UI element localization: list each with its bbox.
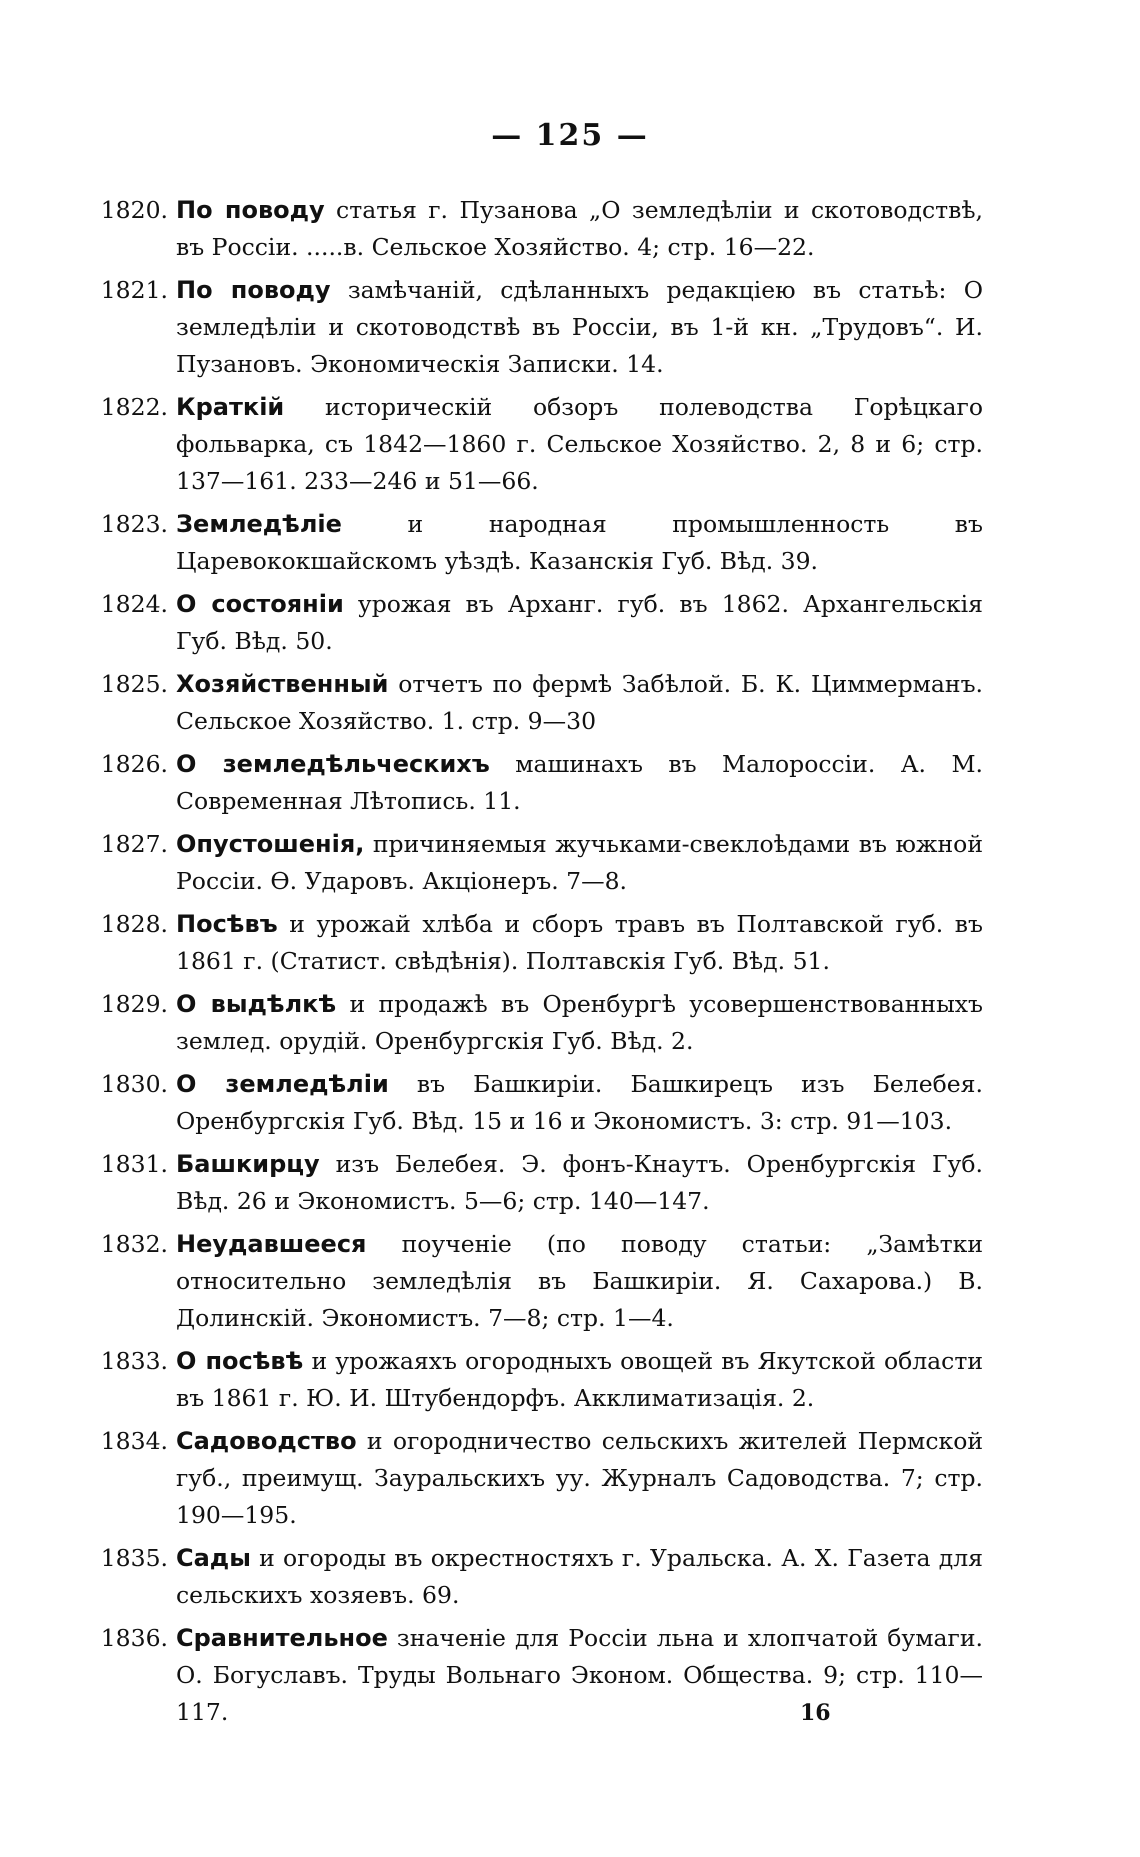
entry-number: 1832. (100, 1230, 168, 1258)
list-item (78, 1343, 983, 1417)
entry-text (176, 506, 983, 580)
list-item (78, 586, 983, 660)
list-item (78, 272, 983, 383)
entry-text (176, 906, 983, 980)
entry-body: и урожай хлѣба и сборъ травъ въ Полтавской губ. въ 1861 г. (Статист. свѣдѣнія). Полтавскія Губ. Вѣд. 51. (176, 910, 983, 975)
entry-heading: Неудавшееся (176, 1230, 367, 1258)
entry-text (176, 586, 983, 660)
entry-text (176, 1066, 983, 1140)
entry-number: 1820. (100, 196, 168, 224)
entry-heading: По поводу (176, 276, 331, 304)
entry-number: 1827. (100, 830, 168, 858)
entry-text (176, 826, 983, 900)
entry-body: и продажѣ въ Оренбургѣ усовершенствованныхъ землед. орудій. Оренбургскія Губ. Вѣд. 2. (176, 990, 983, 1055)
entry-text (176, 1226, 983, 1337)
entry-number: 1822. (100, 393, 168, 421)
entry-body: причиняемыя жучьками-свеклоѣдами въ южной Россіи. Ѳ. Ударовъ. Акціонеръ. 7—8. (176, 830, 983, 895)
entry-heading: Садоводство (176, 1427, 357, 1455)
list-item (78, 1066, 983, 1140)
entry-body: и народная промышленность въ Царевококшайскомъ уѣздѣ. Казанскія Губ. Вѣд. 39. (176, 510, 983, 575)
entry-heading: О состояніи (176, 590, 344, 618)
entry-number: 1833. (100, 1347, 168, 1375)
list-item (78, 1146, 983, 1220)
entry-number: 1824. (100, 590, 168, 618)
page-number: — 125 — (491, 118, 649, 153)
entry-body: въ Башкиріи. Башкирецъ изъ Белебея. Оренбургскія Губ. Вѣд. 15 и 16 и Экономистъ. 3: стр. 91—103. (176, 1070, 983, 1135)
entry-number: 1825. (100, 670, 168, 698)
bibliography-list (78, 192, 983, 1737)
entry-body: замѣчаній, сдѣланныхъ редакціею въ статьѣ: О земледѣліи и скотоводствѣ въ Россіи, въ 1-й кн. „Трудовъ“. И. Пузановъ. Экономическія Записки. 14. (176, 276, 983, 378)
list-item (78, 1226, 983, 1337)
list-item (78, 192, 983, 266)
entry-heading: О посѣвѣ (176, 1347, 304, 1375)
list-item (78, 1423, 983, 1534)
entry-number: 1835. (100, 1544, 168, 1572)
entry-number: 1830. (100, 1070, 168, 1098)
entry-heading: Сады (176, 1544, 251, 1572)
entry-number: 1834. (100, 1427, 168, 1455)
list-item (78, 1540, 983, 1614)
entry-heading: Сравнительное (176, 1624, 388, 1652)
entry-body: машинахъ въ Малороссіи. А. М. Современная Лѣтопись. 11. (176, 750, 983, 815)
entry-text (176, 746, 983, 820)
entry-heading: По поводу (176, 196, 325, 224)
entry-body: и урожаяхъ огородныхъ овощей въ Якутской области въ 1861 г. Ю. И. Штубендорфъ. Акклиматизація. 2. (176, 1347, 983, 1412)
list-item (78, 506, 983, 580)
entry-number: 1823. (100, 510, 168, 538)
entry-heading: Земледѣліе (176, 510, 342, 538)
entry-heading: Башкирцу (176, 1150, 320, 1178)
list-item (78, 1620, 983, 1731)
entry-number: 1829. (100, 990, 168, 1018)
entry-heading: Посѣвъ (176, 910, 278, 938)
entry-text (176, 1343, 983, 1417)
entry-text (176, 272, 983, 383)
entry-body: урожая въ Арханг. губ. въ 1862. Архангельскія Губ. Вѣд. 50. (176, 590, 983, 655)
entry-number: 1828. (100, 910, 168, 938)
entry-text (176, 666, 983, 740)
list-item (78, 389, 983, 500)
entry-number: 1831. (100, 1150, 168, 1178)
entry-heading: О земледѣліи (176, 1070, 389, 1098)
entry-text (176, 192, 983, 266)
entry-text (176, 986, 983, 1060)
entry-body: историческій обзоръ полеводства Горѣцкаго фольварка, съ 1842—1860 г. Сельское Хозяйство. 2, 8 и 6; стр. 137—161. 233—246 и 51—66. (176, 393, 983, 495)
entry-heading: Опустошенія, (176, 830, 365, 858)
entry-text (176, 1423, 983, 1534)
entry-text (176, 1146, 983, 1220)
list-item (78, 906, 983, 980)
entry-body: статья г. Пузанова „О земледѣліи и скотоводствѣ, въ Россіи. .....в. Сельское Хозяйство. 4; стр. 16—22. (176, 196, 983, 261)
entry-heading: О земледѣльческихъ (176, 750, 490, 778)
entry-body: отчетъ по фермѣ Забѣлой. Б. К. Циммерманъ. Сельское Хозяйство. 1. стр. 9—30 (176, 670, 983, 735)
entry-text (176, 1620, 983, 1731)
entry-number: 1826. (100, 750, 168, 778)
entry-heading: О выдѣлкѣ (176, 990, 337, 1018)
entry-number: 1821. (100, 276, 168, 304)
entry-heading: Хозяйственный (176, 670, 389, 698)
entry-body: значеніе для Россіи льна и хлопчатой бумаги. О. Богуславъ. Труды Вольнаго Эконом. Общества. 9; стр. 110—117. (176, 1624, 983, 1726)
list-item (78, 826, 983, 900)
entry-body: поученіе (по поводу статьи: „Замѣтки относительно земледѣлія въ Башкиріи. Я. Сахарова.) В. Долинскій. Экономистъ. 7—8; стр. 1—4. (176, 1230, 983, 1332)
list-item (78, 666, 983, 740)
entry-body: изъ Белебея. Э. фонъ-Кнаутъ. Оренбургскія Губ. Вѣд. 26 и Экономистъ. 5—6; стр. 140—147. (176, 1150, 983, 1215)
signature-mark: 16 (800, 1700, 831, 1726)
list-item (78, 986, 983, 1060)
entry-number: 1836. (100, 1624, 168, 1652)
entry-text (176, 1540, 983, 1614)
list-item (78, 746, 983, 820)
entry-body: и огороды въ окрестностяхъ г. Уральска. А. Х. Газета для сельскихъ хозяевъ. 69. (176, 1544, 983, 1609)
entry-body: и огородничество сельскихъ жителей Пермской губ., преимущ. Зауральскихъ уу. Журналъ Садоводства. 7; стр. 190—195. (176, 1427, 983, 1529)
entry-text (176, 389, 983, 500)
entry-heading: Краткій (176, 393, 285, 421)
